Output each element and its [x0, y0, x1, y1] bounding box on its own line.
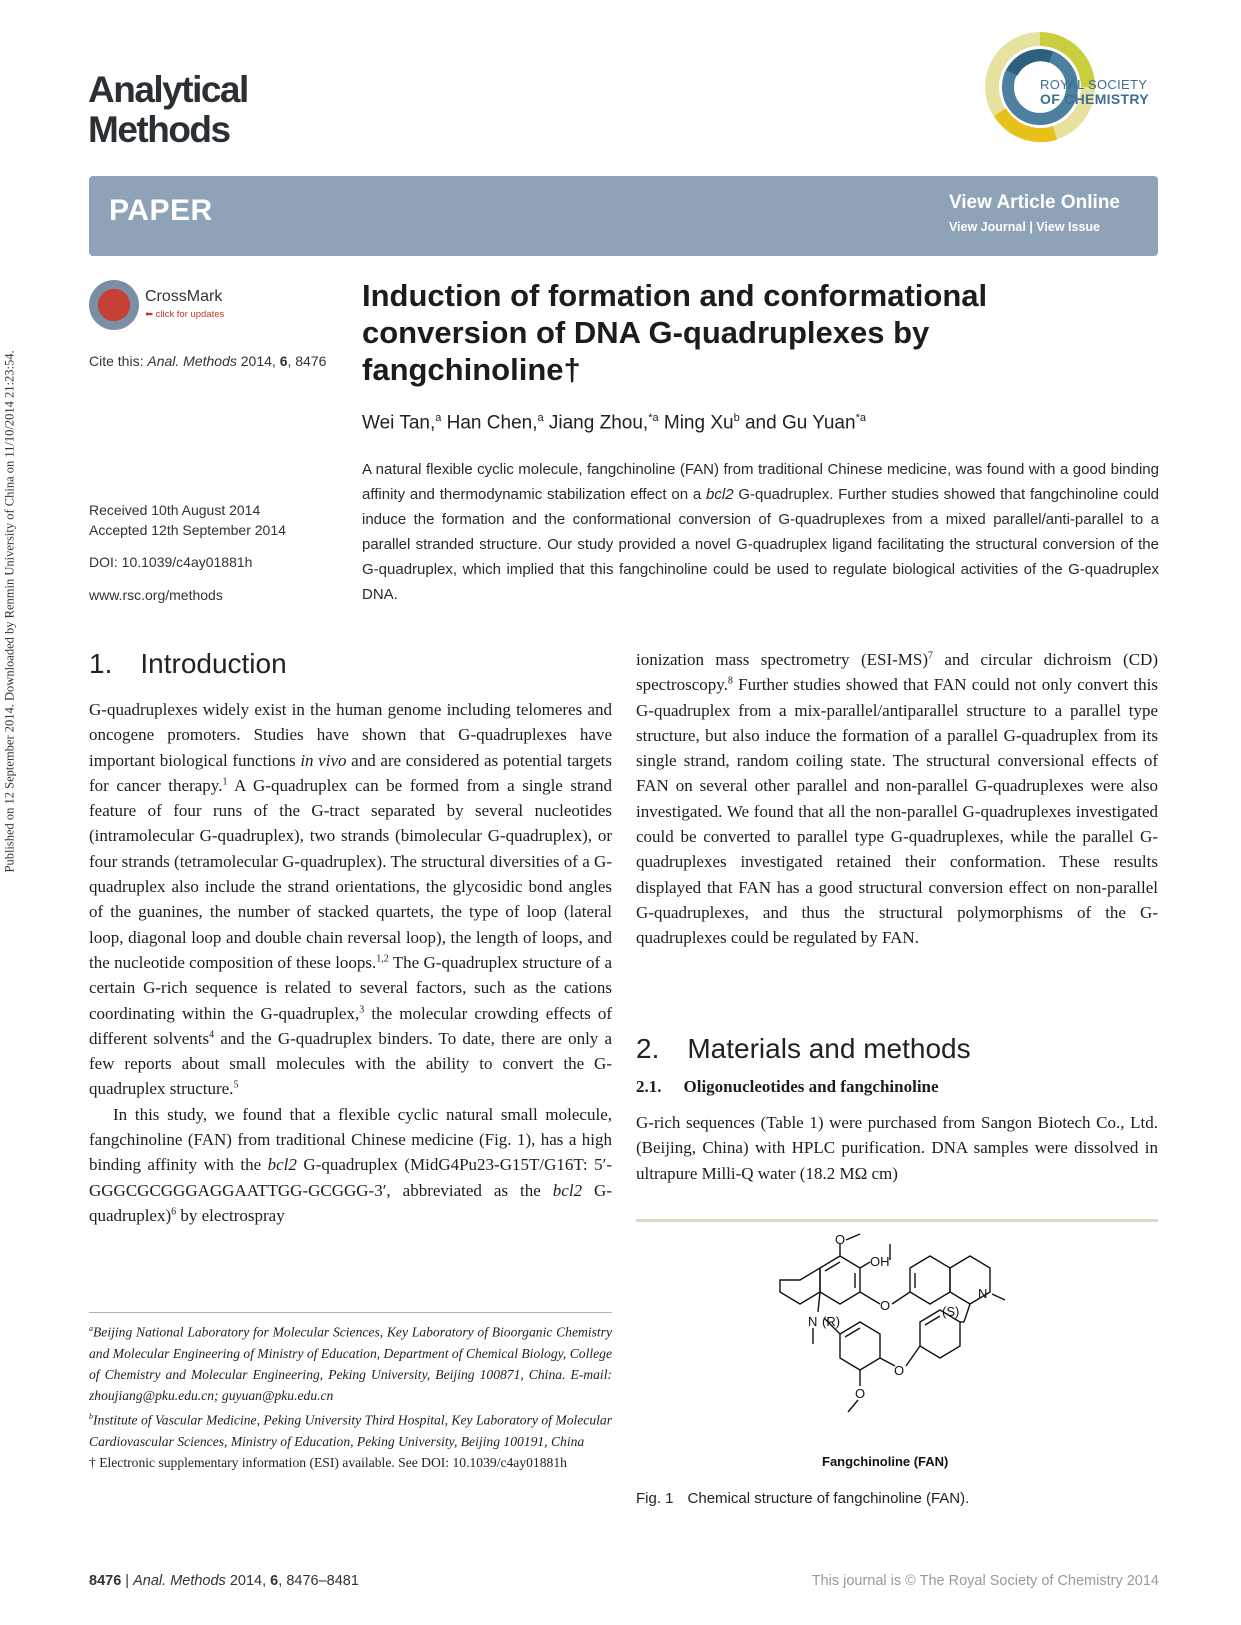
citation-ref[interactable]: 1: [222, 776, 228, 788]
article-type: PAPER: [109, 194, 213, 227]
article-dates: [89, 500, 286, 540]
article-title: Induction of formation and conformational conversion of DNA G-quadruplexes by fangchinoline†: [362, 278, 988, 387]
received-date: Received 10th August 2014: [89, 502, 261, 518]
ring-left-aromatic: [820, 1256, 860, 1304]
citation: Cite this: Anal. Methods 2014, 6, 8476: [89, 353, 327, 369]
footer-pages: 8476–8481: [286, 1573, 359, 1589]
footer-separator: |: [125, 1573, 130, 1589]
author-list: [362, 412, 866, 434]
atom-o: O: [894, 1363, 905, 1378]
author-affiliation: *a: [648, 412, 659, 424]
atom-o: O: [835, 1232, 846, 1247]
stereo-r: (R): [822, 1314, 841, 1329]
figure-number: Fig. 1: [636, 1490, 674, 1507]
body-column-left: [89, 697, 612, 1228]
atom-oh: OH: [870, 1254, 890, 1269]
bond: [846, 1234, 860, 1240]
figure-compound-label: Fangchinoline (FAN): [822, 1454, 949, 1469]
citation-ref[interactable]: 5: [233, 1079, 239, 1091]
footnote-b: $^b$Institute of Vascular Medicine, Peking University Third Hospital, Key Laboratory of Molecular Cardiovascular Sciences, Ministry of Education, Peking University, Beijing 100191, China: [89, 1412, 612, 1450]
ring-lower-left: [840, 1322, 880, 1370]
journal-title: [88, 70, 248, 150]
bond: [892, 1292, 910, 1304]
footer-year: 2014,: [229, 1573, 267, 1589]
bond: [964, 1304, 970, 1322]
author: Wei Tan,: [362, 412, 436, 434]
cite-journal: Anal. Methods: [147, 353, 237, 369]
author-affiliation: *a: [855, 412, 866, 424]
footnotes: [89, 1318, 612, 1473]
footnote-esi: † Electronic supplementary information (ESI) available. See DOI: 10.1039/c4ay01881h: [89, 1455, 567, 1471]
author-affiliation: a: [537, 412, 544, 424]
abstract: A natural flexible cyclic molecule, fangchinoline (FAN) from traditional Chinese medicine, was found with a good binding affinity and thermodynamic stabilization effect on a bcl2 G-quadruplex. Further studies showed that fangchinoline could induce the formation and the conformational conversion of G-quadruplexes from a mixed parallel/anti-parallel to a parallel stranded structure. Our study provided a novel G-quadruplex ligand facilitating the structural conversion of the G-quadruplex, which implied that this fangchinoline could be used to regulate biological activities of the G-quadruplex DNA.: [362, 461, 1159, 603]
author-affiliation: b: [733, 412, 740, 424]
citation-ref[interactable]: 4: [209, 1029, 215, 1041]
journal-url[interactable]: www.rsc.org/methods: [89, 587, 223, 603]
cite-page: 8476: [295, 353, 327, 369]
page-footer-left: 8476 | Anal. Methods 2014, 6, 8476–8481: [89, 1573, 359, 1589]
banner-links: [949, 192, 1120, 234]
atom-o: O: [880, 1298, 891, 1313]
link-separator: |: [1029, 220, 1033, 234]
figure-caption: [636, 1490, 969, 1507]
atom-n: N: [978, 1286, 988, 1301]
section-heading-methods: 2. Materials and methods: [636, 1033, 971, 1064]
publisher-name: [1040, 78, 1149, 106]
publisher-line2: OF CHEMISTRY: [1040, 91, 1149, 107]
publisher-line1: ROYAL SOCIETY: [1040, 77, 1148, 92]
subsection-heading: 2.1. Oligonucleotides and fangchinoline: [636, 1077, 939, 1096]
atom-n: N: [808, 1314, 818, 1329]
journal-title-line1: Analytical: [88, 69, 248, 110]
citation-ref[interactable]: 6: [171, 1206, 177, 1218]
author-affiliation: a: [435, 412, 442, 424]
accepted-date: Accepted 12th September 2014: [89, 522, 286, 538]
page-number: 8476: [89, 1573, 122, 1589]
footnote-a: $^a$Beijing National Laboratory for Molecular Sciences, Key Laboratory of Bioorganic Chemistry and Molecular Engineering of Ministry of Education, Department of Chemical Biology, College of Chemistry and Molecular Engineering, Peking University, Beijing 100871, China. E-mail: zhoujiang@pku.edu.cn; guyuan@pku.edu.cn: [89, 1324, 612, 1404]
crossmark-subtitle: ⬅ click for updates: [145, 309, 225, 320]
publication-stamp: Published on 12 September 2014. Downloaded by Renmin University of China on 11/10/2014 21:23:54.: [2, 350, 17, 873]
intro-paragraph-2: In this study, we found that a flexible cyclic natural small molecule, fangchinoline (FAN) from traditional Chinese medicine (Fig. 1), has a high binding affinity with the bcl2 G-quadruplex (MidG4Pu23-G15T/G16T: 5′-GGGCGCGGGAGGAATTGG-GCGGG-3′, abbreviated as the bcl2 G-quadruplex)$^6$ by electrospray: [89, 1104, 613, 1225]
citation-ref[interactable]: 1,2: [376, 953, 389, 965]
journal-title-line2: Methods: [88, 109, 230, 150]
bond: [848, 1400, 858, 1412]
author: Han Chen,: [446, 412, 538, 434]
bond: [906, 1346, 920, 1366]
footnote-divider: [89, 1312, 612, 1313]
view-links: [949, 220, 1120, 234]
section-heading-introduction: 1. Introduction: [89, 648, 287, 679]
crossmark-icon: [89, 280, 139, 330]
view-issue-link[interactable]: View Issue: [1036, 220, 1100, 234]
figure-divider: [636, 1219, 1158, 1222]
citation-ref[interactable]: 8: [727, 675, 733, 687]
crossmark-badge[interactable]: [89, 280, 249, 330]
article-type-banner: [89, 176, 1158, 256]
cite-volume: 6: [279, 353, 288, 369]
doi[interactable]: DOI: 10.1039/c4ay01881h: [89, 554, 253, 570]
atom-o: O: [855, 1386, 866, 1401]
bond: [992, 1294, 1005, 1300]
author: Jiang Zhou,: [548, 412, 649, 434]
intro-paragraph-2-cont: ionization mass spectrometry $(ESI-MS)^7$ and circular dichroism (CD) spectroscopy.$^8$ Further studies showed that FAN could not only convert this G-quadruplex from a mix-parallel/antiparallel structure to a parallel type structure, but also induce the formation of a parallel G-quadruplex from its single strand, random coiling state. The structural conversional effects of FAN on several other parallel and non-parallel G-quadruplexes were also investigated. We found that all the non-parallel G-quadruplexes investigated could be converted to parallel type G-quadruplexes, while the parallel G-quadruplexes investigated retained their conformation. These results displayed that FAN has a good structural conversion effect on non-parallel G-quadruplexes, and thus the structural polymorphisms of the G-quadruplexes could be regulated by FAN.: [636, 650, 1158, 948]
citation-ref[interactable]: 7: [928, 650, 933, 662]
ring-right-aromatic: [910, 1256, 950, 1304]
cite-year: 2014,: [240, 353, 276, 369]
methods-paragraph: G-rich sequences (Table 1) were purchased from Sangon Biotech Co., Ltd. (Beijing, China) with HPLC purification. DNA samples were dissolved in ultrapure Milli-Q water (18.2 MΩ cm): [636, 1113, 1158, 1183]
page-footer-right: This journal is © The Royal Society of Chemistry 2014: [811, 1573, 1159, 1589]
footer-journal: Anal. Methods: [133, 1573, 226, 1589]
intro-paragraph-1: G-quadruplexes widely exist in the human genome including telomeres and oncogene promoters. Studies have shown that G-quadruplexes have important biological functions in vivo and are considered as potential targets for cancer therapy.$^1$ A G-quadruplex can be formed from a single strand feature of four runs of the G-tract separated by several nucleotides (intramolecular G-quadruplex), two strands (bimolecular G-quadruplex), or four strands (tetramolecular G-quadruplex). The structural diversities of a G-quadruplex also include the strand orientations, the glycosidic bond angles of the guanines, the number of stacked quartets, the type of loop (lateral loop, diagonal loop and double chain reversal loop), the length of loops, and the nucleotide composition of these loops.$^{1,2}$ The G-quadruplex structure of a certain G-rich sequence is related to several factors, such as the cations coordinating within the G-quadruplex,$^3$ the molecular crowding effects of different solvents$^4$ and the G-quadruplex binders. To date, there are only a few reports about small molecules with the ability to convert the G-quadruplex structure.$^5$: [89, 700, 613, 1099]
ring-left-saturated: [780, 1268, 820, 1304]
view-article-online-link[interactable]: View Article Online: [948, 192, 1120, 213]
bond: [860, 1292, 880, 1304]
citation-ref[interactable]: 3: [359, 1003, 365, 1015]
figure-caption-text: Chemical structure of fangchinoline (FAN).: [687, 1490, 970, 1507]
bond: [860, 1262, 870, 1268]
author: Ming Xu: [663, 412, 734, 434]
crossmark-name: CrossMark: [145, 288, 223, 305]
view-journal-link[interactable]: View Journal: [948, 220, 1026, 234]
body-column-right: [636, 647, 1158, 951]
footer-volume: 6: [270, 1573, 279, 1589]
stereo-s: (S): [942, 1304, 960, 1319]
fangchinoline-structure: [780, 1232, 1040, 1450]
bond: [880, 1358, 895, 1366]
bond: [818, 1292, 820, 1312]
author: and Gu Yuan: [744, 412, 856, 434]
cite-label: Cite this:: [89, 353, 144, 369]
